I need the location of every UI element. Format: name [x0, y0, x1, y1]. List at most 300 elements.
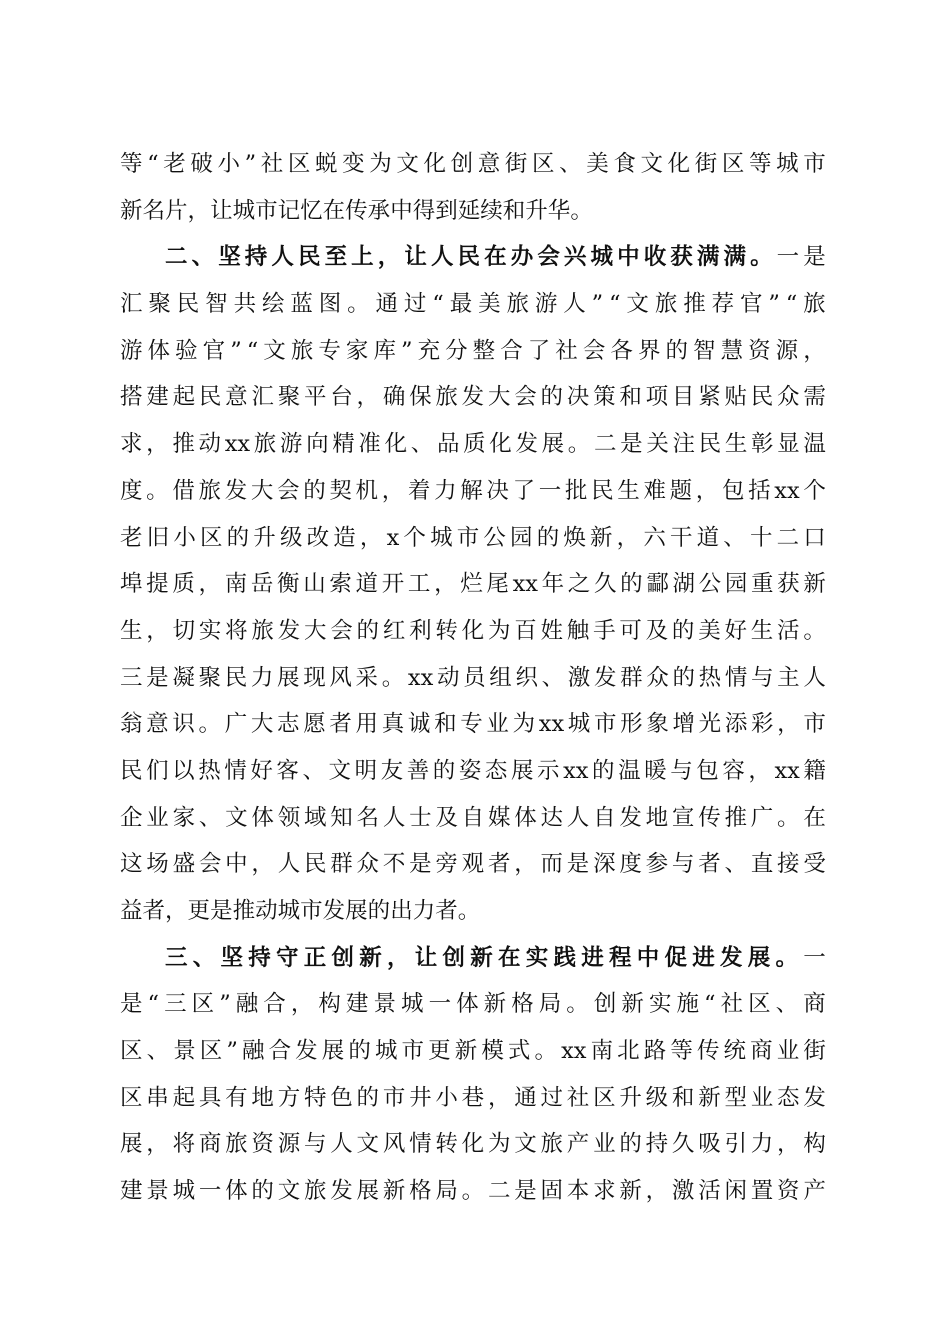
text-char: 、	[410, 431, 434, 458]
text-char: 者	[698, 851, 721, 878]
text-char: 化	[423, 151, 447, 177]
text-char: 岳	[250, 571, 274, 598]
text-char: 延	[457, 197, 481, 224]
text-char: 园	[724, 571, 748, 598]
text-char: ，	[290, 991, 314, 1018]
text-char: xx	[224, 431, 251, 458]
text-char: 路	[643, 1038, 667, 1065]
text-char: 态	[777, 1084, 800, 1111]
text-char: 转	[435, 1131, 458, 1158]
text-char: 源	[277, 1131, 301, 1158]
text-line	[120, 188, 826, 235]
text-char: 文	[640, 151, 664, 177]
text-char: 的	[251, 1178, 274, 1205]
text-char: 。	[347, 291, 370, 318]
text-char: 焕	[563, 524, 586, 551]
heading-char: 民	[457, 244, 481, 271]
text-char: 民	[176, 291, 200, 318]
text-char: 、	[723, 524, 746, 551]
text-char: 融	[241, 1038, 265, 1065]
text-char: 一	[538, 477, 562, 504]
text-char: ”	[244, 151, 257, 177]
text-char: 为	[487, 1131, 511, 1158]
text-char: 展	[120, 1131, 143, 1158]
text-char: 城	[277, 898, 301, 924]
text-char: 受	[803, 851, 826, 878]
text-line	[120, 795, 826, 842]
text-char: 名	[356, 804, 380, 831]
text-char: 决	[566, 384, 590, 411]
text-char: 民	[591, 477, 614, 504]
text-char: 口	[803, 524, 826, 551]
heading-char: 持	[244, 244, 268, 271]
text-char: “	[609, 291, 621, 318]
text-char: 生	[750, 617, 774, 644]
text-char: 起	[172, 1084, 196, 1111]
text-char: ，	[487, 1084, 511, 1111]
text-char: 新	[120, 197, 143, 224]
text-char: 显	[777, 431, 800, 458]
text-char: 大	[250, 711, 274, 738]
text-char: 一	[428, 991, 452, 1018]
text-char: 官	[739, 291, 763, 318]
text-char: 绘	[261, 291, 285, 318]
heading-char: 实	[525, 944, 549, 971]
text-char: 化	[461, 1131, 485, 1158]
text-char: 将	[172, 1131, 196, 1158]
text-char: 、	[775, 991, 799, 1018]
text-char: 达	[540, 804, 564, 831]
text-char: 过	[403, 291, 427, 318]
text-char: 格	[409, 1178, 432, 1205]
text-char: 引	[724, 1131, 747, 1158]
text-char: 验	[175, 337, 198, 364]
text-char: 升	[525, 197, 548, 224]
heading-char: 兴	[563, 244, 587, 271]
text-line	[120, 608, 826, 655]
text-line	[120, 328, 826, 375]
text-char: 化	[461, 617, 485, 644]
text-line	[120, 374, 826, 421]
text-char: 推	[232, 898, 256, 924]
text-char: 的	[620, 571, 643, 598]
text-char: 形	[620, 711, 643, 738]
text-char: 文	[626, 291, 649, 318]
text-char: 整	[472, 337, 496, 364]
text-char: xx	[563, 757, 589, 784]
heading-char: 展	[747, 944, 771, 971]
heading-char: 满	[696, 244, 720, 271]
text-char: 地	[645, 804, 669, 831]
text-char: 商	[198, 1131, 222, 1158]
text-char: 是	[566, 851, 590, 878]
text-char: 会	[582, 337, 606, 364]
text-char: 众	[777, 384, 800, 411]
text-char: 道	[696, 524, 720, 551]
text-char: 老	[120, 524, 143, 551]
text-char: 是	[803, 244, 826, 271]
text-char: 的	[367, 898, 391, 924]
text-char: ”	[219, 991, 231, 1018]
text-char: 情	[409, 1131, 432, 1158]
text-char: 家	[345, 337, 369, 364]
text-char: 现	[303, 664, 326, 691]
text-char: 采	[355, 664, 379, 691]
text-char: 式	[507, 1038, 531, 1065]
text-char: 人	[382, 804, 406, 831]
text-line	[120, 748, 826, 795]
text-char: 合	[500, 337, 523, 364]
text-char: 北	[617, 1038, 640, 1065]
text-char: 旅	[803, 291, 826, 318]
text-char: 一	[198, 1178, 222, 1205]
text-char: 旅	[225, 1131, 248, 1158]
text-char: 及	[645, 617, 669, 644]
text-char: 城	[172, 1178, 196, 1205]
text-char: 精	[332, 431, 355, 458]
text-char: 民	[224, 664, 248, 691]
text-char: 民	[120, 757, 143, 784]
text-char: 为	[487, 617, 511, 644]
text-line	[120, 981, 826, 1028]
text-char: 善	[406, 757, 430, 784]
text-char: 自	[593, 804, 616, 831]
text-char: 区	[287, 151, 311, 177]
text-line	[120, 1028, 826, 1075]
heading-char: 进	[692, 944, 715, 971]
heading-char: 创	[331, 944, 355, 971]
text-char: “	[432, 291, 444, 318]
heading-char: 持	[248, 944, 271, 971]
text-char: 酃	[646, 571, 669, 598]
text-line	[120, 655, 826, 702]
text-char: 求	[120, 431, 143, 458]
text-char: 准	[358, 431, 381, 458]
text-char: 难	[643, 477, 666, 504]
text-char: 识	[172, 711, 195, 738]
text-char: 红	[382, 617, 406, 644]
text-char: 旅	[198, 477, 222, 504]
text-char: 公	[698, 571, 722, 598]
text-char: 出	[390, 898, 413, 924]
text-line	[120, 841, 826, 888]
text-char: 与	[670, 757, 693, 784]
text-char: 通	[375, 291, 399, 318]
text-char: 情	[724, 664, 748, 691]
text-char: 触	[566, 617, 590, 644]
text-char: 区	[120, 1084, 143, 1111]
heading-char: 让	[404, 244, 427, 271]
text-char: xx	[538, 711, 565, 738]
text-char: 在	[803, 804, 826, 831]
text-char: 建	[120, 1178, 143, 1205]
text-char: 改	[306, 524, 330, 551]
text-char: 为	[369, 151, 392, 177]
text-char: 人	[277, 851, 301, 878]
text-char: 共	[233, 291, 257, 318]
text-char: 紧	[698, 384, 721, 411]
text-char: 新	[382, 1178, 406, 1205]
text-char: 接	[777, 851, 800, 878]
text-char: 有	[225, 1084, 248, 1111]
text-char: 社	[566, 1084, 590, 1111]
text-char: 充	[417, 337, 441, 364]
heading-char: 会	[537, 244, 560, 271]
text-char: ，	[146, 431, 169, 458]
text-line	[120, 234, 826, 281]
text-char: 公	[483, 524, 506, 551]
text-char: 聚	[198, 664, 222, 691]
document-body	[120, 141, 826, 1215]
text-char: 建	[345, 991, 369, 1018]
text-char: 产	[803, 1178, 826, 1205]
text-char: 的	[672, 664, 695, 691]
text-char: 活	[777, 617, 800, 644]
text-char: 与	[671, 851, 695, 878]
text-char: 官	[202, 337, 226, 364]
text-char: xx	[407, 664, 434, 691]
text-char: 及	[435, 804, 458, 831]
text-char: 旅	[435, 384, 458, 411]
text-char: 巷	[461, 1084, 485, 1111]
text-char: 、	[559, 151, 582, 177]
text-char: 力	[750, 1131, 774, 1158]
text-char: 久	[671, 1131, 695, 1158]
text-char: ，	[251, 851, 274, 878]
text-char: ，	[777, 711, 800, 738]
text-char: xx	[774, 477, 800, 504]
text-char: 荐	[711, 291, 735, 318]
text-line	[120, 561, 826, 608]
text-char: 发	[803, 1084, 826, 1111]
text-char: 可	[619, 617, 642, 644]
text-char: 组	[489, 664, 512, 691]
text-char: 主	[777, 664, 800, 691]
text-char: 文	[396, 151, 419, 177]
text-char: 的	[665, 337, 688, 364]
text-char: ，	[359, 524, 383, 551]
text-char: 会	[330, 617, 353, 644]
text-char: 化	[489, 431, 512, 458]
text-char: 旅	[251, 617, 274, 644]
text-char: 市	[803, 711, 826, 738]
text-char: 个	[403, 524, 426, 551]
text-char: 态	[484, 757, 508, 784]
text-char: 变	[342, 151, 365, 177]
text-char: 的	[356, 1084, 380, 1111]
text-char: 二	[776, 524, 800, 551]
text-char: 宣	[671, 804, 695, 831]
heading-char: 三	[165, 944, 188, 971]
text-char: 友	[380, 757, 404, 784]
heading-char: 获	[670, 244, 693, 271]
text-char: 区	[748, 991, 771, 1018]
text-char: 本	[566, 1178, 590, 1205]
text-char: 业	[776, 1038, 800, 1065]
text-char: 提	[146, 571, 169, 598]
text-char: 市	[593, 711, 617, 738]
heading-char: 践	[553, 944, 577, 971]
text-char: 将	[225, 617, 248, 644]
text-line	[120, 1075, 826, 1122]
text-line	[120, 281, 826, 328]
text-char: 老	[163, 151, 186, 177]
text-char: 者	[487, 851, 511, 878]
text-char: 。	[146, 477, 169, 504]
text-char: 添	[724, 711, 748, 738]
heading-char: 促	[664, 944, 688, 971]
text-char: 大	[303, 617, 327, 644]
text-char: 这	[120, 851, 143, 878]
text-char: 。	[457, 898, 481, 924]
text-char: 发	[515, 431, 538, 458]
text-char: 旅	[506, 291, 529, 318]
text-char: 区	[532, 151, 555, 177]
text-char: 获	[777, 571, 800, 598]
text-char: 级	[279, 524, 303, 551]
text-char: 埠	[120, 571, 143, 598]
text-char: 题	[669, 477, 693, 504]
text-char: 游	[534, 291, 558, 318]
text-char: 益	[120, 898, 143, 924]
heading-char: 至	[324, 244, 348, 271]
text-char: 创	[450, 151, 474, 177]
text-char: 台	[330, 384, 353, 411]
text-char: 库	[373, 337, 396, 364]
text-char: 资	[251, 1131, 274, 1158]
text-char: 慧	[720, 337, 744, 364]
text-char: 蜕	[315, 151, 338, 177]
text-char: ，	[187, 197, 211, 224]
text-char: 体	[251, 804, 274, 831]
text-char: 合	[263, 991, 286, 1018]
heading-char: 收	[643, 244, 667, 271]
text-char: 文	[328, 757, 352, 784]
text-char: 一	[803, 944, 826, 971]
text-char: 小	[173, 524, 196, 551]
text-char: 风	[329, 664, 352, 691]
text-char: 百	[514, 617, 537, 644]
text-char: ”	[768, 291, 780, 318]
text-char: 需	[803, 384, 826, 411]
text-char: 级	[645, 1084, 669, 1111]
text-char: 升	[619, 1084, 642, 1111]
text-char: 局	[435, 1178, 458, 1205]
text-char: 型	[724, 1084, 747, 1111]
text-char: 是	[210, 898, 233, 924]
text-char: 地	[251, 1084, 274, 1111]
text-char: 街	[504, 151, 528, 177]
text-char: ”	[230, 337, 242, 364]
text-char: 人	[566, 804, 590, 831]
text-char: 湖	[672, 571, 695, 598]
text-char: 界	[637, 337, 661, 364]
text-char: 串	[146, 1084, 169, 1111]
text-char: 城	[374, 1038, 398, 1065]
text-char: 等	[120, 151, 143, 177]
text-char: 括	[748, 477, 771, 504]
text-char: 动	[198, 431, 222, 458]
text-char: 众	[646, 664, 669, 691]
text-char: 让	[210, 197, 233, 224]
heading-char: 发	[720, 944, 743, 971]
text-char: 新	[619, 1178, 642, 1205]
text-char: 合	[268, 1038, 292, 1065]
text-char: 策	[593, 384, 616, 411]
text-char: 愿	[303, 711, 326, 738]
text-char: 批	[564, 477, 588, 504]
text-char: 度	[619, 851, 642, 878]
text-char: 索	[329, 571, 352, 598]
text-char: 激	[671, 1178, 695, 1205]
text-char: 旅	[540, 1131, 564, 1158]
text-char: 决	[486, 477, 509, 504]
text-char: ，	[146, 1131, 169, 1158]
text-char: 十	[749, 524, 773, 551]
text-char: 南	[590, 1038, 614, 1065]
text-char: 大	[487, 384, 511, 411]
text-char: 的	[540, 384, 564, 411]
text-char: 。	[461, 1178, 485, 1205]
text-char: 确	[382, 384, 406, 411]
text-line	[120, 888, 826, 935]
text-char: 美	[586, 151, 609, 177]
text-char: 的	[303, 477, 326, 504]
text-char: 传	[696, 1038, 720, 1065]
text-char: 等	[670, 1038, 693, 1065]
text-char: 分	[445, 337, 468, 364]
text-char: 游	[120, 337, 143, 364]
text-char: 展	[321, 1038, 345, 1065]
text-char: 人	[330, 1131, 353, 1158]
text-char: 温	[618, 757, 641, 784]
text-char: 大	[250, 477, 274, 504]
heading-char: 正	[303, 944, 327, 971]
text-char: 姿	[458, 757, 482, 784]
text-char: 风	[382, 1131, 406, 1158]
text-char: ，	[777, 1131, 800, 1158]
heading-char: ，	[387, 944, 410, 971]
heading-char: 坚	[218, 244, 241, 271]
heading-char: 中	[636, 944, 660, 971]
text-char: 记	[277, 197, 301, 224]
text-char: 质	[463, 431, 486, 458]
text-char: 化	[667, 151, 691, 177]
text-char: “	[147, 991, 160, 1018]
text-char: 与	[303, 1131, 327, 1158]
text-char: 明	[354, 757, 378, 784]
text-char: 增	[672, 711, 695, 738]
text-char: 聚	[277, 384, 301, 411]
text-char: 动	[436, 664, 460, 691]
text-char: 不	[382, 851, 406, 878]
text-char: 是	[620, 431, 643, 458]
text-char: 开	[381, 571, 405, 598]
text-char: 新	[590, 524, 613, 551]
text-char: 民	[303, 851, 327, 878]
text-char: 社	[720, 991, 744, 1018]
text-char: 最	[449, 291, 473, 318]
text-char: 新	[803, 571, 826, 598]
text-char: 包	[696, 757, 719, 784]
text-char: 暖	[644, 757, 667, 784]
text-char: 姓	[540, 617, 564, 644]
text-char: 业	[593, 1131, 616, 1158]
text-char: 是	[146, 664, 169, 691]
text-char: 中	[390, 197, 413, 224]
text-char: 品	[436, 431, 460, 458]
heading-char: 办	[510, 244, 534, 271]
